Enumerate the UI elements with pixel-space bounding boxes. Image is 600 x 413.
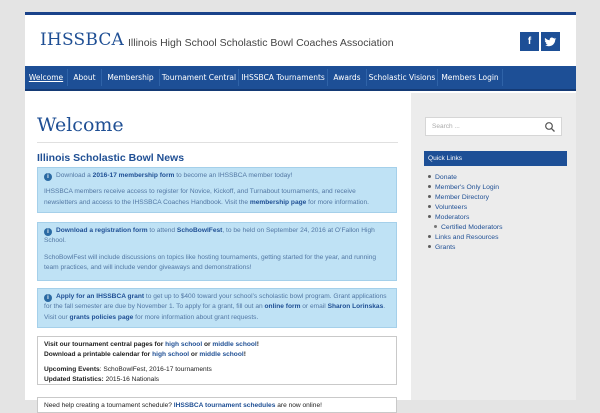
news-text: to attend xyxy=(147,227,177,234)
tournament-schedules-link[interactable]: IHSSBCA tournament schedules xyxy=(173,402,276,409)
nav-item-scholastic-visions[interactable]: Scholastic Visions xyxy=(368,73,436,82)
schedule-notice-box xyxy=(37,397,397,413)
info-text: ! xyxy=(243,351,246,358)
info-line xyxy=(44,350,390,360)
main-nav xyxy=(25,66,576,91)
events-label: Upcoming Events xyxy=(44,366,100,373)
news-line xyxy=(44,292,390,323)
info-text: Download a printable calendar for xyxy=(44,351,153,358)
news-text: for more information. xyxy=(306,198,369,206)
info-icon: i xyxy=(44,294,52,302)
info-line xyxy=(44,340,390,350)
info-icon: i xyxy=(44,173,52,181)
news-text: IHSSBCA members receive access to register for Novice, Kickoff, and Turnabout tournaments, and receive newsletters and access to the IHSSBCA Coaches Handbook. Visit the xyxy=(44,188,356,206)
bullet-icon xyxy=(428,185,431,188)
news-box-grant xyxy=(37,288,397,328)
info-text: or xyxy=(202,341,213,348)
schobowlfest-link[interactable]: SchoBowlFest xyxy=(176,227,223,234)
info-line xyxy=(44,365,390,375)
info-line xyxy=(44,375,390,385)
membership-page-link[interactable]: membership page xyxy=(249,198,307,206)
info-text: Need help creating a tournament schedule? xyxy=(44,402,174,409)
quick-link-members-login[interactable]: Member's Only Login xyxy=(428,183,568,193)
nav-item-tournament-central[interactable]: Tournament Central xyxy=(161,73,237,82)
sidebar xyxy=(411,93,576,400)
news-line xyxy=(44,171,390,181)
quick-link-grants[interactable]: Grants xyxy=(428,243,568,253)
news-box-membership xyxy=(37,167,397,213)
quick-link-certified-moderators[interactable]: Certified Moderators xyxy=(428,223,568,233)
bullet-icon xyxy=(428,205,431,208)
news-text: . Visit our xyxy=(44,303,386,321)
info-text: are now online! xyxy=(275,402,322,409)
bullet-icon xyxy=(428,195,431,198)
bullet-icon xyxy=(428,245,431,248)
quick-links-list xyxy=(428,173,568,253)
info-icon: i xyxy=(44,228,52,236)
page-title: Welcome xyxy=(37,114,124,136)
twitter-icon[interactable] xyxy=(541,32,560,51)
news-text: , to be held on September 24, 2016 at O’Fallon High School. xyxy=(44,227,375,245)
quick-links-title: Quick Links xyxy=(424,151,567,166)
nav-item-ihssbca-tournaments[interactable]: IHSSBCA Tournaments xyxy=(241,73,325,82)
ms-tournament-link[interactable]: middle school xyxy=(212,341,257,348)
news-line xyxy=(44,187,390,208)
events-value: : SchoBowlFest, 2016-17 tournaments xyxy=(99,366,212,373)
news-text: for more information about grant requests. xyxy=(133,313,259,321)
site-tagline: Illinois High School Scholastic Bowl Coaches Association xyxy=(128,37,394,49)
search-icon[interactable] xyxy=(544,121,556,133)
bullet-icon xyxy=(428,235,431,238)
info-text: or xyxy=(189,351,200,358)
news-box-schobowlfest xyxy=(37,222,397,281)
stats-value: 2015-16 Nationals xyxy=(103,376,160,383)
grant-link[interactable]: Apply for an IHSSBCA grant xyxy=(56,293,145,300)
quick-link-donate[interactable]: Donate xyxy=(428,173,568,183)
title-divider xyxy=(37,142,398,143)
nav-item-about[interactable]: About xyxy=(73,73,96,82)
news-text: Download a xyxy=(56,172,93,179)
news-text: to get up to $400 toward your school’s scholastic bowl program. Grant applications for the fall semester are due by November 1. To apply for a grant, fill out an xyxy=(44,293,387,311)
hs-tournament-link[interactable]: high school xyxy=(165,341,203,348)
info-line xyxy=(44,401,390,411)
quick-link-volunteers[interactable]: Volunteers xyxy=(428,203,568,213)
site-logo[interactable]: IHSSBCA xyxy=(40,30,125,50)
site-header xyxy=(25,15,576,66)
nav-divider xyxy=(502,69,503,86)
registration-form-link[interactable]: Download a registration form xyxy=(56,227,148,234)
news-text: to become an IHSSBCA member today! xyxy=(174,172,293,179)
main-content xyxy=(25,93,410,409)
membership-form-link[interactable]: 2016-17 membership form xyxy=(92,172,175,179)
nav-item-members-login[interactable]: Members Login xyxy=(441,73,499,82)
info-text: ! xyxy=(256,341,259,348)
news-text: or email xyxy=(300,303,328,311)
nav-item-welcome[interactable]: Welcome xyxy=(28,73,64,82)
quick-link-links-resources[interactable]: Links and Resources xyxy=(428,233,568,243)
news-heading: Illinois Scholastic Bowl News xyxy=(37,152,185,164)
info-text: Visit our tournament central pages for xyxy=(44,341,166,348)
news-line: SchoBowlFest will include discussions on topics like hosting tournaments, getting started for the year, and running team practices, and will include vendor giveaways and demonstrations! xyxy=(44,253,377,272)
ms-calendar-link[interactable]: middle school xyxy=(199,351,244,358)
news-line xyxy=(44,226,390,247)
search-input[interactable] xyxy=(425,117,562,136)
bullet-icon xyxy=(428,175,431,178)
stats-label: Updated Statistics: xyxy=(44,376,104,383)
tournament-info-box xyxy=(37,336,397,385)
search-placeholder: Search ... xyxy=(432,123,460,130)
quick-link-member-directory[interactable]: Member Directory xyxy=(428,193,568,203)
online-form-link[interactable]: online form xyxy=(264,303,301,311)
quick-link-moderators[interactable]: Moderators xyxy=(428,213,568,223)
page-container xyxy=(25,12,576,409)
hs-calendar-link[interactable]: high school xyxy=(152,351,190,358)
bullet-icon xyxy=(428,215,431,218)
grants-policies-link[interactable]: grants policies page xyxy=(69,313,134,321)
bullet-icon xyxy=(434,225,437,228)
email-contact-link[interactable]: Sharon Lorinskas xyxy=(327,303,384,311)
facebook-icon[interactable]: f xyxy=(520,32,539,51)
twitter-bird-icon xyxy=(541,32,560,51)
nav-item-awards[interactable]: Awards xyxy=(333,73,361,82)
nav-item-membership[interactable]: Membership xyxy=(107,73,154,82)
